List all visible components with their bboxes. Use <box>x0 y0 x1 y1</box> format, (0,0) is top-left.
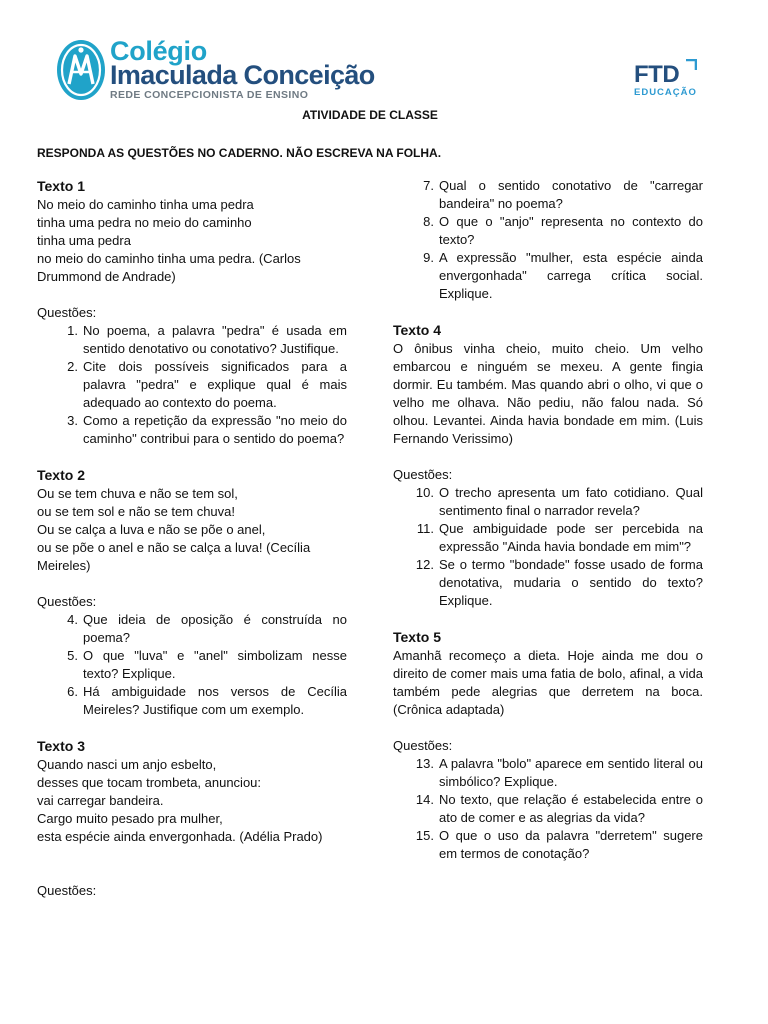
question-item <box>37 412 347 448</box>
activity-title: ATIVIDADE DE CLASSE <box>302 108 438 122</box>
text5-heading: Texto 5 <box>393 629 441 645</box>
school-name-line1: Colégio <box>110 36 207 66</box>
text1-line: tinha uma pedra no meio do caminho <box>37 215 252 230</box>
text3-line: desses que tocam trombeta, anunciou: <box>37 775 262 790</box>
question-text: Se o termo "bondade" fosse usado de forma denotativa, mudaria o sentido do texto? Explique. <box>439 557 703 608</box>
question-text: Que ideia de oposição é construída no poema? <box>83 612 347 645</box>
publisher-logo <box>634 62 704 98</box>
text2-line: Ou se calça a luva e não se põe o anel, <box>37 522 266 537</box>
question-number: 3. <box>67 413 78 428</box>
question-text: A palavra "bolo" aparece em sentido literal ou simbólico? Explique. <box>439 756 703 789</box>
text4-heading: Texto 4 <box>393 322 441 338</box>
question-text: Há ambiguidade nos versos de Cecília Meireles? Justifique com um exemplo. <box>83 684 347 717</box>
text1-line: no meio do caminho tinha uma pedra. (Carlos <box>37 251 301 266</box>
text3-line: vai carregar bandeira. <box>37 793 164 808</box>
text3-line: Cargo muito pesado pra mulher, <box>37 811 223 826</box>
question-number: 13. <box>415 756 434 771</box>
school-emblem-icon <box>55 38 107 102</box>
question-number: 10. <box>415 485 434 500</box>
text5-paragraph: Amanhã recomeço a dieta. Hoje ainda me dou o direito de comer mais uma fatia de bolo, afinal, a vida também pede alegrias que derretem na boca. (Crônica adaptada) <box>393 648 703 717</box>
publisher-mark-icon <box>685 59 697 71</box>
school-tagline: REDE CONCEPCIONISTA DE ENSINO <box>110 89 309 101</box>
school-name-line2: Imaculada Conceição <box>110 60 375 90</box>
question-number: 12. <box>415 557 434 572</box>
question-text: Qual o sentido conotativo de "carregar bandeira" no poema? <box>439 178 703 211</box>
question-item <box>393 177 703 213</box>
publisher-name: FTD <box>634 61 680 88</box>
question-text: No poema, a palavra "pedra" é usada em sentido denotativo ou conotativo? Justifique. <box>83 323 347 356</box>
text2-heading: Texto 2 <box>37 467 85 483</box>
question-text: O trecho apresenta um fato cotidiano. Qual sentimento final o narrador revela? <box>439 485 703 518</box>
question-text: O que o uso da palavra "derretem" sugere em termos de conotação? <box>439 828 703 861</box>
text4-paragraph: O ônibus vinha cheio, muito cheio. Um velho embarcou e ninguém se mexeu. A gente fingia dormir. Eu também. Mas quando abri o olho, vi que o velho me olhava. Não pediu, não falou nada. Só olhou. Levantei. Ainda havia bondade em mim. (Luis Fernando Verissimo) <box>393 341 703 446</box>
text2-line: Ou se tem chuva e não se tem sol, <box>37 486 238 501</box>
question-number: 5. <box>67 648 78 663</box>
question-number: 9. <box>423 250 434 265</box>
question-item <box>37 611 347 647</box>
question-text: No texto, que relação é estabelecida entre o ato de comer e as alegrias da vida? <box>439 792 703 825</box>
question-text: O que o "anjo" representa no contexto do texto? <box>439 214 703 247</box>
question-item <box>393 213 703 249</box>
text2-questions-label: Questões: <box>37 594 97 609</box>
text2-line: ou se põe o anel e não se calça a luva! (Cecília <box>37 540 311 555</box>
text1-line: tinha uma pedra <box>37 233 131 248</box>
question-item <box>393 520 703 556</box>
question-number: 1. <box>67 323 78 338</box>
question-item <box>393 556 703 610</box>
question-text: Cite dois possíveis significados para a palavra "pedra" e explique qual é mais adequado ao contexto do poema. <box>83 359 347 410</box>
question-item <box>393 791 703 827</box>
question-text: Que ambiguidade pode ser percebida na expressão "Ainda havia bondade em mim"? <box>439 521 703 554</box>
question-item <box>393 249 703 303</box>
question-item <box>393 484 703 520</box>
right-column <box>393 177 703 863</box>
text3-line: Quando nasci um anjo esbelto, <box>37 757 217 772</box>
left-column <box>37 177 347 900</box>
question-number: 8. <box>423 214 434 229</box>
question-number: 15. <box>415 828 434 843</box>
question-number: 2. <box>67 359 78 374</box>
question-item <box>37 647 347 683</box>
question-item <box>37 322 347 358</box>
page-header <box>0 0 768 110</box>
question-number: 11. <box>416 521 434 536</box>
question-text: A expressão "mulher, esta espécie ainda envergonhada" carrega crítica social. Explique. <box>439 250 703 301</box>
question-number: 6. <box>67 684 78 699</box>
publisher-subtitle: EDUCAÇÃO <box>634 87 697 98</box>
text2-line: Meireles) <box>37 558 91 573</box>
text3-heading: Texto 3 <box>37 738 85 754</box>
text3-questions-label: Questões: <box>37 883 97 898</box>
text5-questions-label: Questões: <box>393 738 453 753</box>
question-item <box>393 755 703 791</box>
question-number: 14. <box>415 792 434 807</box>
question-number: 7. <box>423 178 434 193</box>
text1-line: Drummond de Andrade) <box>37 269 176 284</box>
question-item <box>393 827 703 863</box>
text4-questions-label: Questões: <box>393 467 453 482</box>
text1-questions-label: Questões: <box>37 305 97 320</box>
text1-line: No meio do caminho tinha uma pedra <box>37 197 254 212</box>
text2-line: ou se tem sol e não se tem chuva! <box>37 504 235 519</box>
text3-line: esta espécie ainda envergonhada. (Adélia Prado) <box>37 829 323 844</box>
text1-heading: Texto 1 <box>37 178 85 194</box>
question-number: 4. <box>67 612 78 627</box>
question-text: O que "luva" e "anel" simbolizam nesse texto? Explique. <box>83 648 347 681</box>
question-item <box>37 683 347 719</box>
question-item <box>37 358 347 412</box>
instruction: RESPONDA AS QUESTÕES NO CADERNO. NÃO ESCREVA NA FOLHA. <box>37 146 442 160</box>
question-text: Como a repetição da expressão "no meio do caminho" contribui para o sentido do poema? <box>83 413 347 446</box>
